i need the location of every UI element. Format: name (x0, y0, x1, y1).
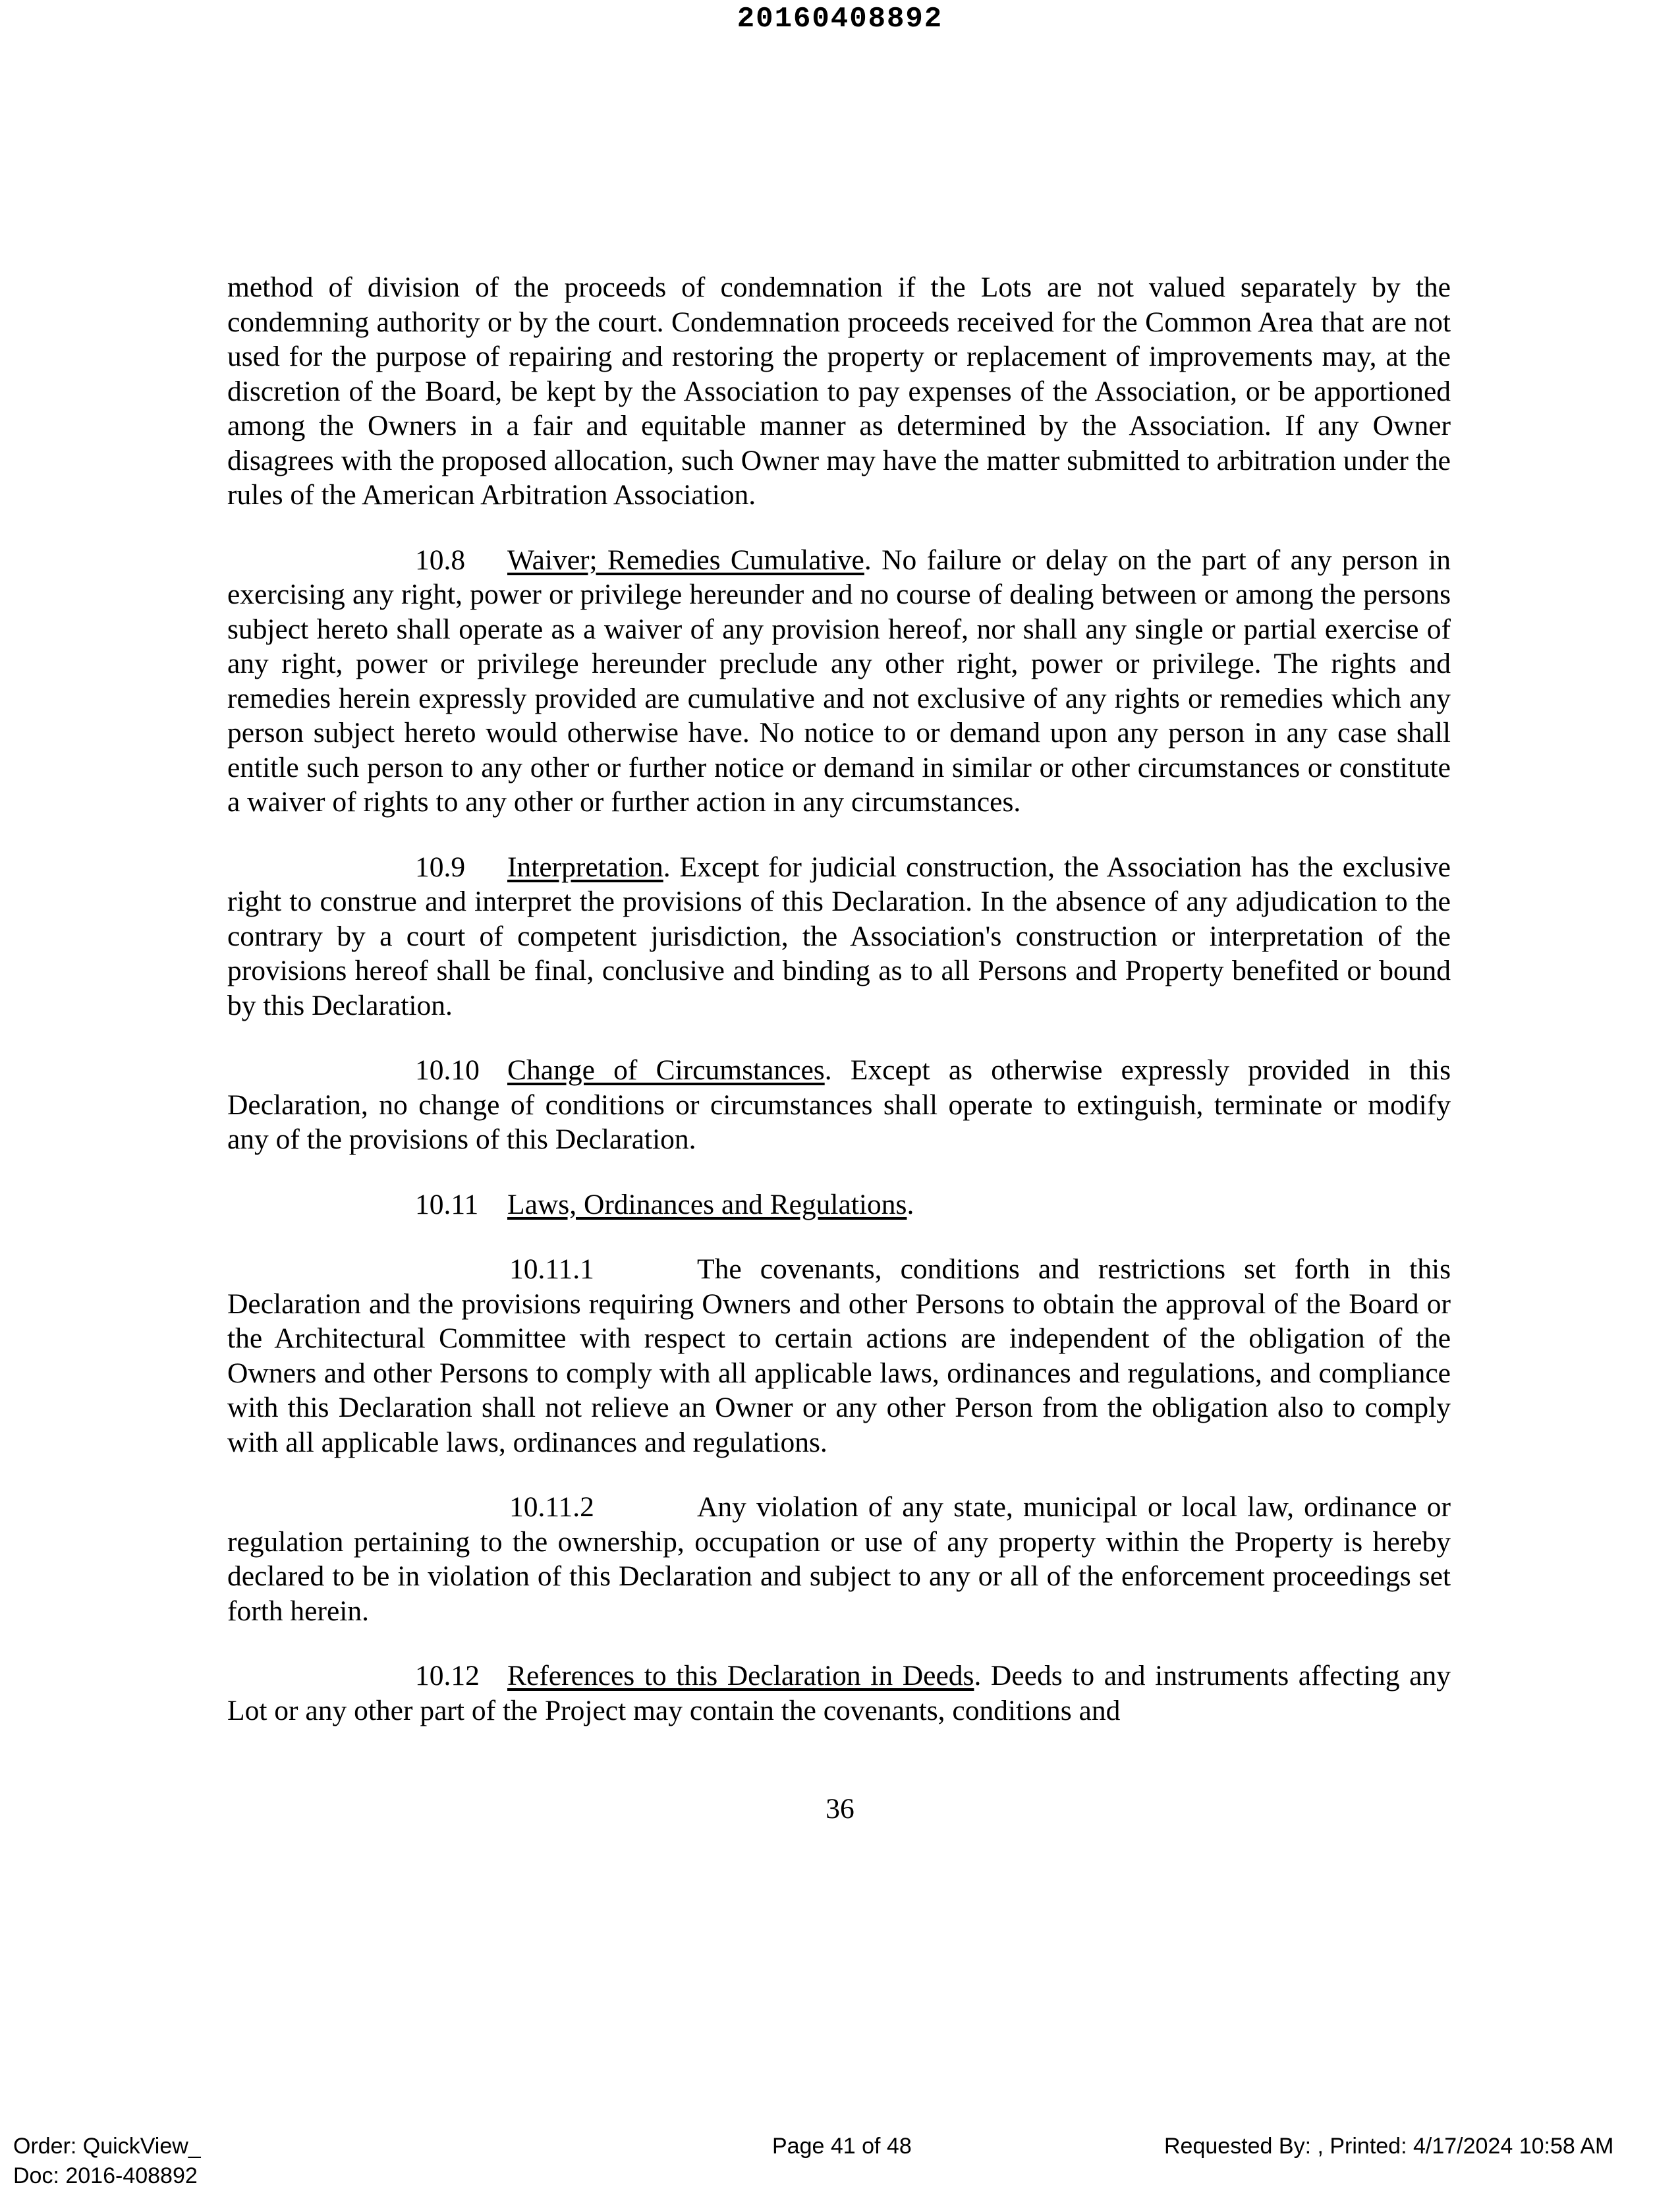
section-10-10 (227, 1053, 1451, 1157)
footer-page: Page 41 of 48 (772, 2134, 912, 2159)
section-body: . No failure or delay on the part of any person in exercising any right, power or privilege hereunder and no course of dealing between or among the persons subject hereto shall operate as a waiver of any provision hereof, nor shall any single or partial exercise of any right, power or privilege hereunder preclude any other right, power or privilege. The rights and remedies herein expressly provided are cumulative and not exclusive of any rights or remedies which any person subject hereto would otherwise have. No notice to or demand upon any person in any case shall entitle such person to any other or further notice or demand in similar or other circumstances or constitute a waiver of rights to any other or further action in any circumstances. (227, 544, 1451, 818)
section-number: 10.8 (415, 544, 466, 576)
subsection-body: The covenants, conditions and restrictions set forth in this Declaration and the provisions requiring Owners and other Persons to obtain the approval of the Board or the Architectural Committee with respect to certain actions are independent of the obligation of the Owners and other Persons to comply with all applicable laws, ordinances and regulations, and compliance with this Declaration shall not relieve an Owner or any other Person from the obligation also to comply with all applicable laws, ordinances and regulations. (227, 1253, 1451, 1458)
section-body: . Except as otherwise expressly provided in this Declaration, no change of conditions or circumstances shall operate to extinguish, terminate or modify any of the provisions of this Declaration. (227, 1054, 1451, 1155)
section-10-9 (227, 850, 1451, 1023)
section-number: 10.11 (415, 1188, 479, 1220)
section-10-12 (227, 1659, 1451, 1728)
document-body (227, 270, 1451, 1728)
footer-requested: Requested By: , Printed: 4/17/2024 10:58 AM (1164, 2134, 1614, 2159)
section-title: Interpretation (507, 851, 663, 883)
section-body: . Deeds to and instruments affecting any Lot or any other part of the Project may contain the covenants, conditions and (227, 1660, 1451, 1726)
footer-order: Order: QuickView_ (13, 2134, 201, 2159)
document-number: 20160408892 (737, 3, 943, 36)
section-10-11 (227, 1187, 1451, 1222)
section-title: Change of Circumstances (507, 1054, 825, 1086)
section-number: 10.9 (415, 851, 466, 883)
section-number: 10.10 (415, 1054, 480, 1086)
subsection-number: 10.11.1 (509, 1253, 594, 1285)
section-body: . Except for judicial construction, the Association has the exclusive right to construe and interpret the provisions of this Declaration. In the absence of any adjudication to the contrary by a court of competent jurisdiction, the Association's construction or interpretation of the provisions hereof shall be final, conclusive and binding as to all Persons and Property benefited or bound by this Declaration. (227, 851, 1451, 1021)
section-10-8 (227, 543, 1451, 820)
subsection-body: Any violation of any state, municipal or local law, ordinance or regulation pertaining to the ownership, occupation or use of any property within the Property is hereby declared to be in violation of this Declaration and subject to any or all of the enforcement proceedings set forth herein. (227, 1491, 1451, 1627)
section-10-11-2 (227, 1490, 1451, 1628)
footer-doc: Doc: 2016-408892 (13, 2163, 198, 2188)
subsection-number: 10.11.2 (509, 1491, 594, 1523)
section-body: . (907, 1188, 914, 1220)
section-10-11-1 (227, 1252, 1451, 1460)
section-number: 10.12 (415, 1660, 480, 1692)
section-title: References to this Declaration in Deeds (507, 1660, 974, 1692)
section-title: Laws, Ordinances and Regulations (507, 1188, 907, 1220)
section-title: Waiver; Remedies Cumulative (507, 544, 864, 576)
paragraph-condemnation-continued: method of division of the proceeds of condemnation if the Lots are not valued separately by the condemning authority or by the court. Condemnation proceeds received for the Common Area that are not used for the purpose of repairing and restoring the property or replacement of improvements may, at the discretion of the Board, be kept by the Association to pay expenses of the Association, or be apportioned among the Owners in a fair and equitable manner as determined by the Association. If any Owner disagrees with the proposed allocation, such Owner may have the matter submitted to arbitration under the rules of the American Arbitration Association. (227, 271, 1451, 511)
page-number: 36 (826, 1793, 854, 1825)
